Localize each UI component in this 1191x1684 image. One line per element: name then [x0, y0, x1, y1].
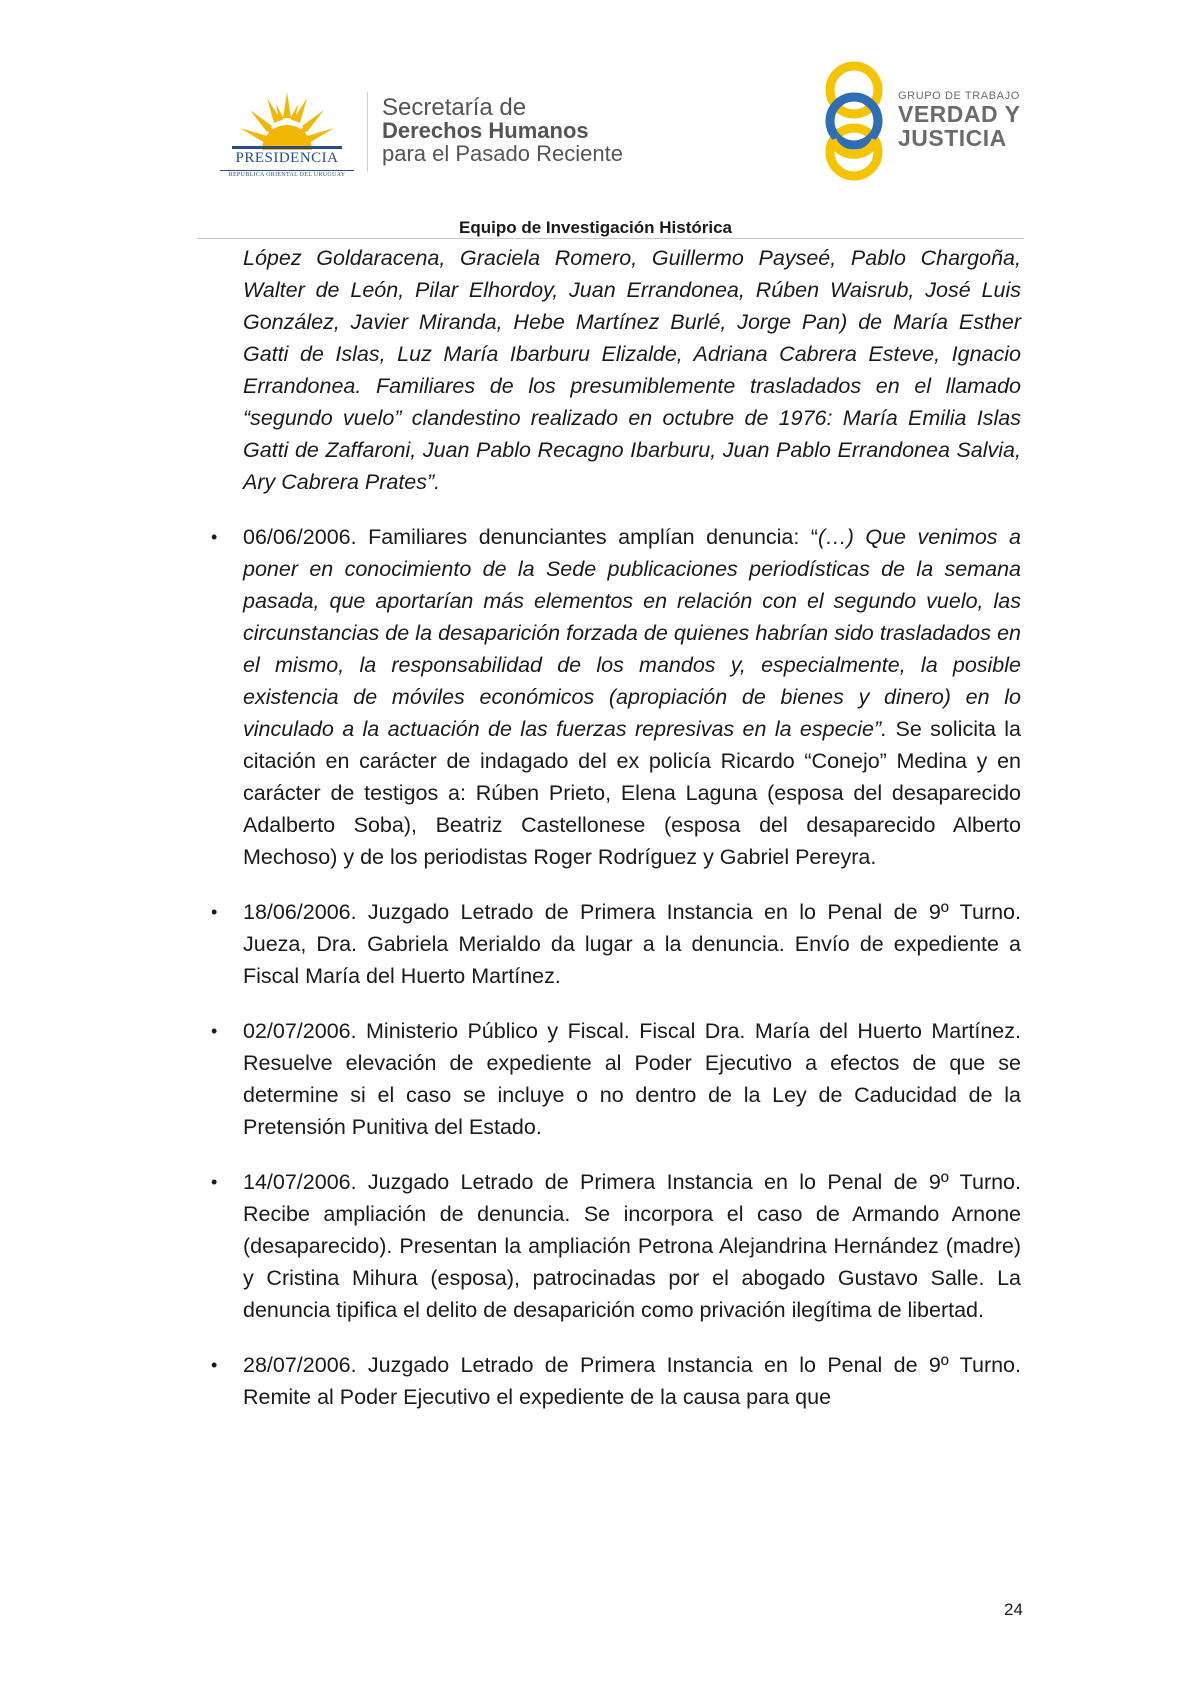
sun-icon [212, 88, 362, 152]
secretaria-line-3: para el Pasado Reciente [382, 141, 623, 166]
page-header [0, 0, 1191, 235]
secretaria-line-2: Derechos Humanos [382, 118, 589, 143]
list-item [211, 1015, 1021, 1143]
presidencia-name: PRESIDENCIA [235, 150, 339, 166]
grupo-line-2: VERDAD Y [898, 101, 1021, 127]
list-item [211, 521, 1021, 873]
header-rule [197, 238, 1024, 239]
presidencia-rule [220, 170, 354, 171]
verdad-justicia-rings-icon [816, 60, 892, 182]
entry-text [243, 521, 1021, 873]
grupo-line-3: JUSTICIA [898, 125, 1007, 151]
presidencia-subtitle: REPÚBLICA ORIENTAL DEL URUGUAY [228, 172, 346, 178]
bullet-icon: • [211, 527, 218, 547]
entry-text: 18/06/2006. Juzgado Letrado de Primera Instancia en lo Penal de 9º Turno. Jueza, Dra. Gabriela Merialdo da lugar a la denuncia. Envío de expediente a Fiscal María del Huerto Martínez. [243, 900, 1021, 988]
presidencia-logo [212, 88, 362, 180]
bullet-icon: • [211, 1021, 218, 1041]
list-item [211, 1166, 1021, 1326]
page-number: 24 [1004, 1600, 1023, 1619]
bullet-icon: • [211, 902, 218, 922]
intro-paragraph: López Goldaracena, Graciela Romero, Guillermo Payseé, Pablo Chargoña, Walter de León, Pilar Elhordoy, Juan Errandonea, Rúben Waisrub, José Luis González, Javier Miranda, Hebe Martínez Burlé, Jorge Pan) de María Esther Gatti de Islas, Luz María Ibarburu Elizalde, Adriana Cabrera Esteve, Ignacio Errandonea. Familiares de los presumiblemente trasladados en el llamado “segundo vuelo” clandestino realizado en octubre de 1976: María Emilia Islas Gatti de Zaffaroni, Juan Pablo Recagno Ibarburu, Juan Pablo Errandonea Salvia, Ary Cabrera Prates”. [243, 246, 1021, 494]
entry-tail: Se solicita la citación en carácter de indagado del ex policía Ricardo “Conejo” Medina y en carácter de testigos a: Rúben Prieto, Elena Laguna (esposa del desaparecido Adalberto Soba), Beatriz Castellonese (esposa del desaparecido Alberto Mechoso) y de los periodistas Roger Rodríguez y Gabriel Pereyra. [243, 717, 1021, 869]
document-body [211, 242, 1021, 1413]
entry-lead: 06/06/2006. Familiares denunciantes amplían denuncia: “ [243, 525, 819, 549]
secretaria-logo [382, 96, 623, 165]
grupo-trabajo-logo-text [898, 90, 1020, 150]
entry-text: 14/07/2006. Juzgado Letrado de Primera Instancia en lo Penal de 9º Turno. Recibe ampliación de denuncia. Se incorpora el caso de Armando Arnone (desaparecido). Presentan la ampliación Petrona Alejandrina Hernández (madre) y Cristina Mihura (esposa), patrocinadas por el abogado Gustavo Salle. La denuncia tipifica el delito de desaparición como privación ilegítima de libertad. [243, 1170, 1021, 1322]
bullet-icon: • [211, 1172, 218, 1192]
entry-text: 02/07/2006. Ministerio Público y Fiscal. Fiscal Dra. María del Huerto Martínez. Resuelve elevación de expediente al Poder Ejecutivo a efectos de que se determine si el caso se incluye o no dentro de la Ley de Caducidad de la Pretensión Punitiva del Estado. [243, 1019, 1021, 1139]
logo-separator [367, 92, 368, 172]
bullet-icon: • [211, 1355, 218, 1375]
grupo-line-1: GRUPO DE TRABAJO [898, 90, 1020, 102]
team-title: Equipo de Investigación Histórica [459, 218, 732, 237]
entry-text: 28/07/2006. Juzgado Letrado de Primera Instancia en lo Penal de 9º Turno. Remite al Poder Ejecutivo el expediente de la causa para que [243, 1353, 1021, 1409]
secretaria-line-1: Secretaría de [382, 94, 527, 121]
list-item [211, 896, 1021, 992]
entry-quote: (…) Que venimos a poner en conocimiento de la Sede publicaciones periodísticas de la semana pasada, que aportarían más elementos en relación con el segundo vuelo, las circunstancias de la desaparición forzada de quienes habrían sido trasladados en el mismo, la responsabilidad de los mandos y, especialmente, la posible existencia de móviles económicos (apropiación de bienes y dinero) en lo vinculado a la actuación de las fuerzas represivas en la especie”. [243, 525, 1021, 741]
list-item [211, 1349, 1021, 1413]
